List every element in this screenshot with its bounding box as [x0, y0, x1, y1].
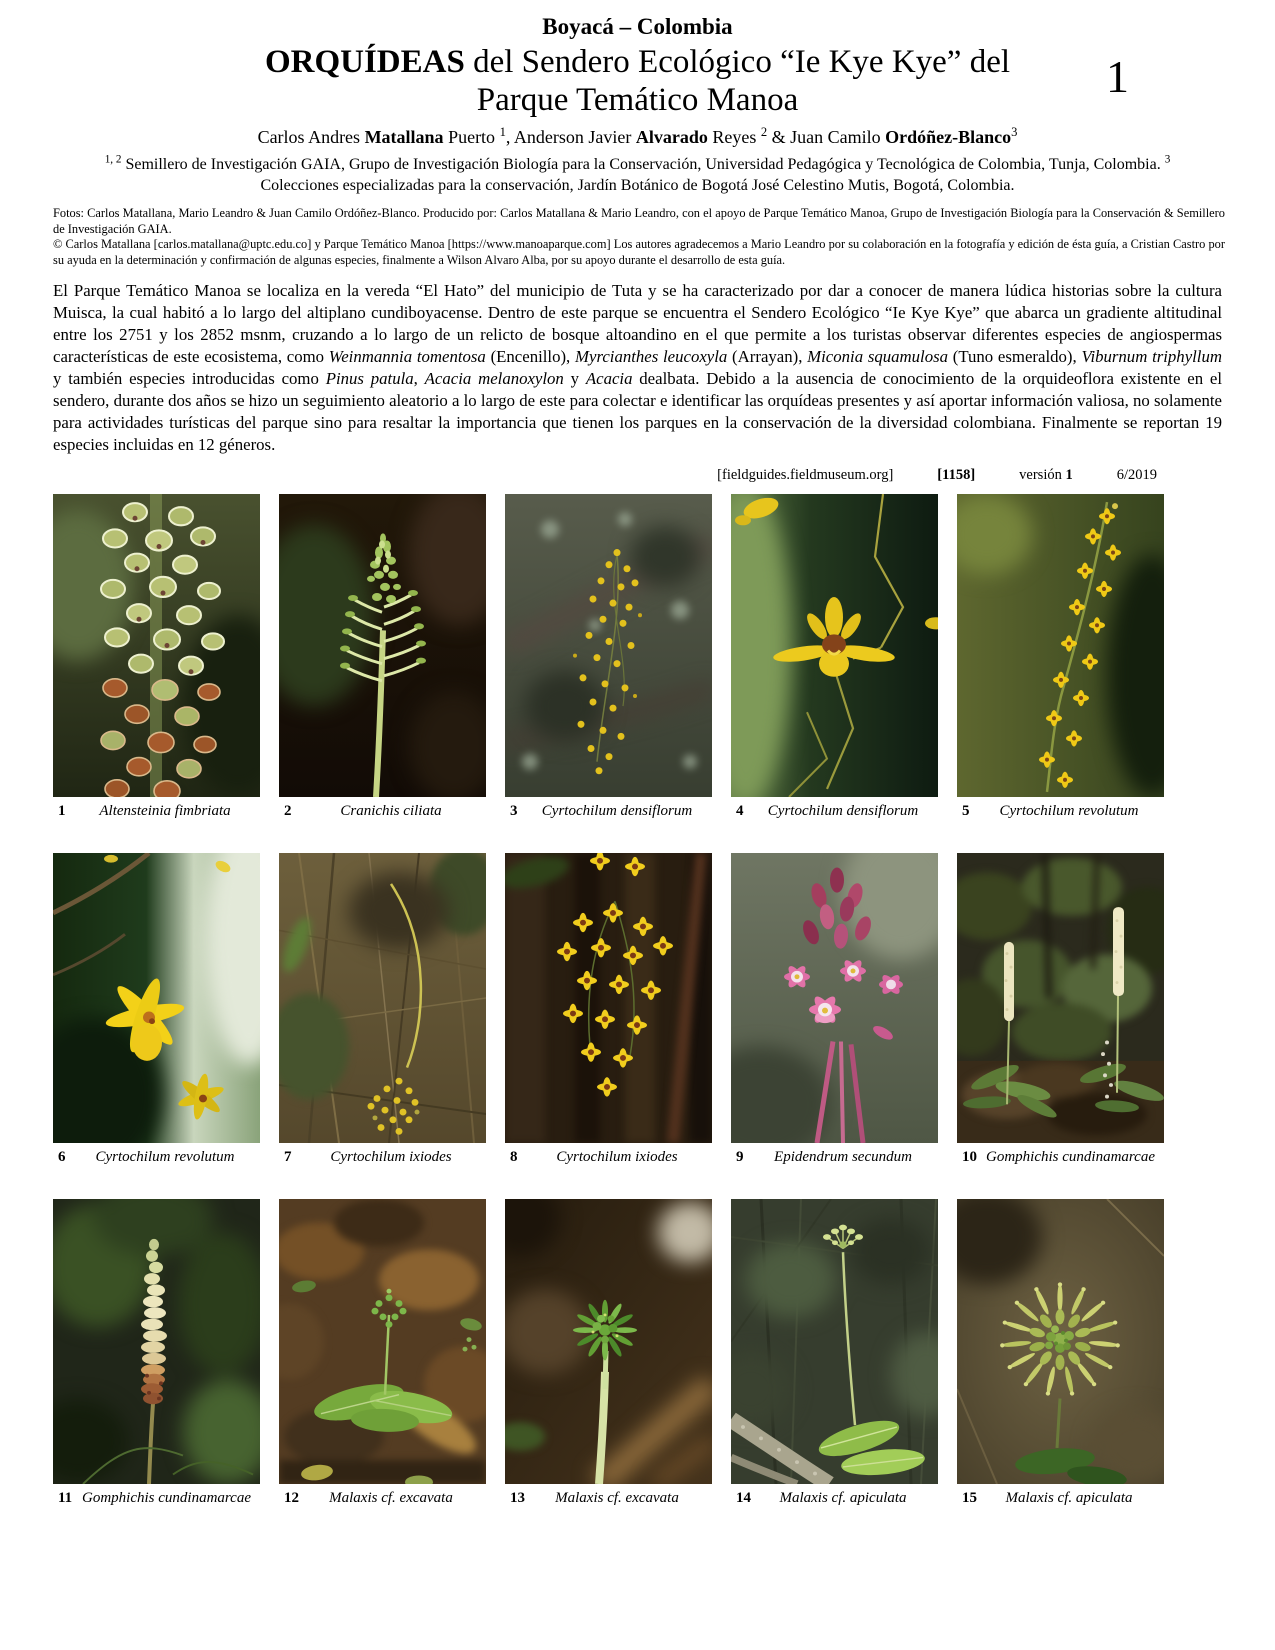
photo-grid: [53, 494, 1212, 1510]
caption-species: Gomphichis cundinamarcae: [986, 1149, 1155, 1166]
figure-4-caption: [731, 803, 938, 823]
page-number: 1: [1106, 51, 1129, 102]
figure-8-caption: [505, 1149, 712, 1169]
figure-10: [957, 853, 1164, 1169]
photo-9-image: [731, 853, 938, 1143]
guide-number: [1158]: [937, 467, 976, 484]
caption-species: Malaxis cf. apiculata: [779, 1490, 907, 1507]
figure-2-caption: [279, 803, 486, 823]
copyright-post: ] Los autores agradecemos a Mario Leandro por su colaboración en la fotografía y edición de ésta guía, a Cristian Castro por su ayuda en la determinación y confirmación de algunas especies, finalmente a Wilson Alvaro Alba, por su apoyo durante el desarrollo de esta guía.: [53, 237, 1225, 267]
date-label: 6/2019: [1116, 467, 1157, 484]
figure-6-caption: [53, 1149, 260, 1169]
photo-9-epidendrum-secundum: [731, 853, 938, 1143]
caption-species: Epidendrum secundum: [774, 1149, 912, 1166]
copyright-line: [53, 237, 1225, 268]
figure-14: [731, 1199, 938, 1510]
figure-5: [957, 494, 1164, 823]
photo-14-malaxis-apiculata: [731, 1199, 938, 1484]
region-heading: Boyacá – Colombia: [542, 14, 733, 39]
figure-9-caption: [731, 1149, 938, 1169]
figure-4: [731, 494, 938, 823]
photo-3-cyrtochilum-densiflorum: [505, 494, 712, 797]
photo-row-2: [53, 853, 1212, 1169]
photo-12-malaxis-excavata: [279, 1199, 486, 1484]
figure-12-caption: [279, 1490, 486, 1510]
abstract-paragraph: El Parque Temático Manoa se localiza en la vereda “El Hato” del municipio de Tuta y se ha caracterizado por dar a conocer de manera lúdica historias sobre la cultura Muisca, la cual habitó a lo largo del altiplano cundiboyacense. Dentro de este parque se encuentra el Sendero Ecológico “Ie Kye Kye” que abarca un gradiente altitudinal entre los 2751 y los 2852 msnm, cruzando a lo largo de un relicto de bosque altoandino en el que permite a los turistas observar diferentes especies de angiospermas características de este ecosistema, como Weinmannia tomentosa (Encenillo), Myrcianthes leucoxyla (Arrayan), Miconia squamulosa (Tuno esmeraldo), Viburnum triphyllum y también especies introducidas como Pinus patula, Acacia melanoxylon y Acacia dealbata. Debido a la ausencia de conocimiento de la orquideoflora existente en el sendero, durante dos años se hizo un seguimiento aleatorio a lo largo de este para colectar e identificar las orquídeas presentes y así aportar información valiosa, no solamente para actividades turísticas del parque sino para resaltar la importancia que tienen los parques en la conservación de la diversidad colombiana. Finalmente se reportan 19 especies incluidas en 12 géneros.: [53, 281, 1223, 455]
fieldguides-site-label[interactable]: [fieldguides.fieldmuseum.org]: [717, 467, 894, 484]
caption-species: Cyrtochilum densiflorum: [767, 803, 919, 820]
figure-11-caption: [53, 1490, 260, 1510]
website-link[interactable]: https://www.manoaparque.com: [451, 237, 607, 252]
figure-9: [731, 853, 938, 1169]
page-title-line2: Parque Temático Manoa: [476, 82, 799, 118]
caption-number: 4: [736, 803, 744, 820]
photo-7-cyrtochilum-ixiodes: [279, 853, 486, 1143]
caption-number: 15: [962, 1490, 977, 1507]
photo-13-malaxis-excavata: [505, 1199, 712, 1484]
caption-number: 14: [736, 1490, 751, 1507]
photo-2-cranichis-ciliata: [279, 494, 486, 797]
caption-number: 9: [736, 1149, 744, 1166]
figure-11: [53, 1199, 260, 1510]
figure-10-caption: [957, 1149, 1164, 1169]
figure-13: [505, 1199, 712, 1510]
email-link[interactable]: carlos.matallana@uptc.edu.co: [157, 237, 308, 252]
photo-3-image: [505, 494, 712, 797]
version-number: 1: [1065, 467, 1073, 484]
caption-species: Cyrtochilum revolutum: [999, 803, 1139, 820]
figure-1-caption: [53, 803, 260, 823]
photo-10-image: [957, 853, 1164, 1143]
caption-number: 2: [284, 803, 292, 820]
caption-species: Cranichis ciliata: [340, 803, 442, 820]
photo-6-image: [53, 853, 260, 1143]
figure-1: [53, 494, 260, 823]
figure-14-caption: [731, 1490, 938, 1510]
photo-8-cyrtochilum-ixiodes: [505, 853, 712, 1143]
figure-8: [505, 853, 712, 1169]
caption-species: Cyrtochilum ixiodes: [556, 1149, 678, 1166]
figure-2: [279, 494, 486, 823]
caption-number: 8: [510, 1149, 518, 1166]
figure-3: [505, 494, 712, 823]
caption-species: Malaxis cf. apiculata: [1005, 1490, 1133, 1507]
copyright-mid: ] y Parque Temático Manoa [: [307, 237, 452, 252]
figure-15-caption: [957, 1490, 1164, 1510]
caption-species: Gomphichis cundinamarcae: [82, 1490, 251, 1507]
photo-14-image: [731, 1199, 938, 1484]
caption-number: 6: [58, 1149, 66, 1166]
caption-number: 5: [962, 803, 970, 820]
photo-5-cyrtochilum-revolutum: [957, 494, 1164, 797]
figure-12: [279, 1199, 486, 1510]
figure-7-caption: [279, 1149, 486, 1169]
caption-species: Altensteinia fimbriata: [99, 803, 231, 820]
caption-number: 1: [58, 803, 66, 820]
figure-13-caption: [505, 1490, 712, 1510]
photo-11-gomphichis-cundinamarcae: [53, 1199, 260, 1484]
photo-4-cyrtochilum-densiflorum: [731, 494, 938, 797]
caption-species: Cyrtochilum ixiodes: [330, 1149, 452, 1166]
photo-2-image: [279, 494, 486, 797]
caption-number: 3: [510, 803, 518, 820]
figure-5-caption: [957, 803, 1164, 823]
caption-species: Cyrtochilum revolutum: [95, 1149, 235, 1166]
caption-species: Cyrtochilum densiflorum: [541, 803, 693, 820]
photo-1-altensteinia-fimbriata: [53, 494, 260, 797]
footer-meta: [0, 467, 1275, 484]
caption-number: 10: [962, 1149, 977, 1166]
photo-15-malaxis-apiculata: [957, 1199, 1164, 1484]
photo-4-image: [731, 494, 938, 797]
photo-11-image: [53, 1199, 260, 1484]
copyright-pre: © Carlos Matallana [: [53, 237, 158, 252]
affiliation: $^{1, 2}$ Semillero de Investigación GAIA, Grupo de Investigación Biología para la Conservación, Universidad Pedagógica y Tecnológica de Colombia, Tunja, Colombia. $^3$ Colecciones especializadas para la conservación, Jardín Botánico de Bogotá José Celestino Mutis, Bogotá, Colombia.: [104, 153, 1171, 194]
figure-7: [279, 853, 486, 1169]
figure-15: [957, 1199, 1164, 1510]
version-label: versión 1: [1019, 467, 1073, 484]
caption-number: 12: [284, 1490, 299, 1507]
photo-12-image: [279, 1199, 486, 1484]
photo-credits: Fotos: Carlos Matallana, Mario Leandro & Juan Camilo Ordóñez-Blanco. Producido por: Carlos Matallana & Mario Leandro, con el apoyo de Parque Temático Manoa, Grupo de Investigación Biología para la Conservación & Semillero de Investigación GAIA.: [53, 206, 1225, 236]
caption-number: 7: [284, 1149, 292, 1166]
photo-10-gomphichis-cundinamarcae: [957, 853, 1164, 1143]
photo-15-image: [957, 1199, 1164, 1484]
caption-number: 13: [510, 1490, 525, 1507]
photo-7-image: [279, 853, 486, 1143]
page-title-rest: del Sendero Ecológico “Ie Kye Kye” del: [464, 44, 1011, 80]
photo-8-image: [505, 853, 712, 1143]
photo-row-1: [53, 494, 1212, 823]
credits-block: [0, 206, 1275, 268]
photo-13-image: [505, 1199, 712, 1484]
caption-number: 11: [58, 1490, 73, 1507]
photo-6-cyrtochilum-revolutum: [53, 853, 260, 1143]
photo-5-image: [957, 494, 1164, 797]
figure-6: [53, 853, 260, 1169]
photo-row-3: [53, 1199, 1212, 1510]
figure-3-caption: [505, 803, 712, 823]
authors-line: Carlos Andres Matallana Puerto $^1$, Anderson Javier Alvarado Reyes $^2$ & Juan Camilo Ordóñez-Blanco$^3$: [257, 125, 1018, 147]
page-title: [0, 43, 1275, 119]
page-title-bold: ORQUÍDEAS: [264, 44, 465, 80]
photo-1-image: [53, 494, 260, 797]
caption-species: Malaxis cf. excavata: [555, 1490, 679, 1507]
caption-species: Malaxis cf. excavata: [329, 1490, 453, 1507]
